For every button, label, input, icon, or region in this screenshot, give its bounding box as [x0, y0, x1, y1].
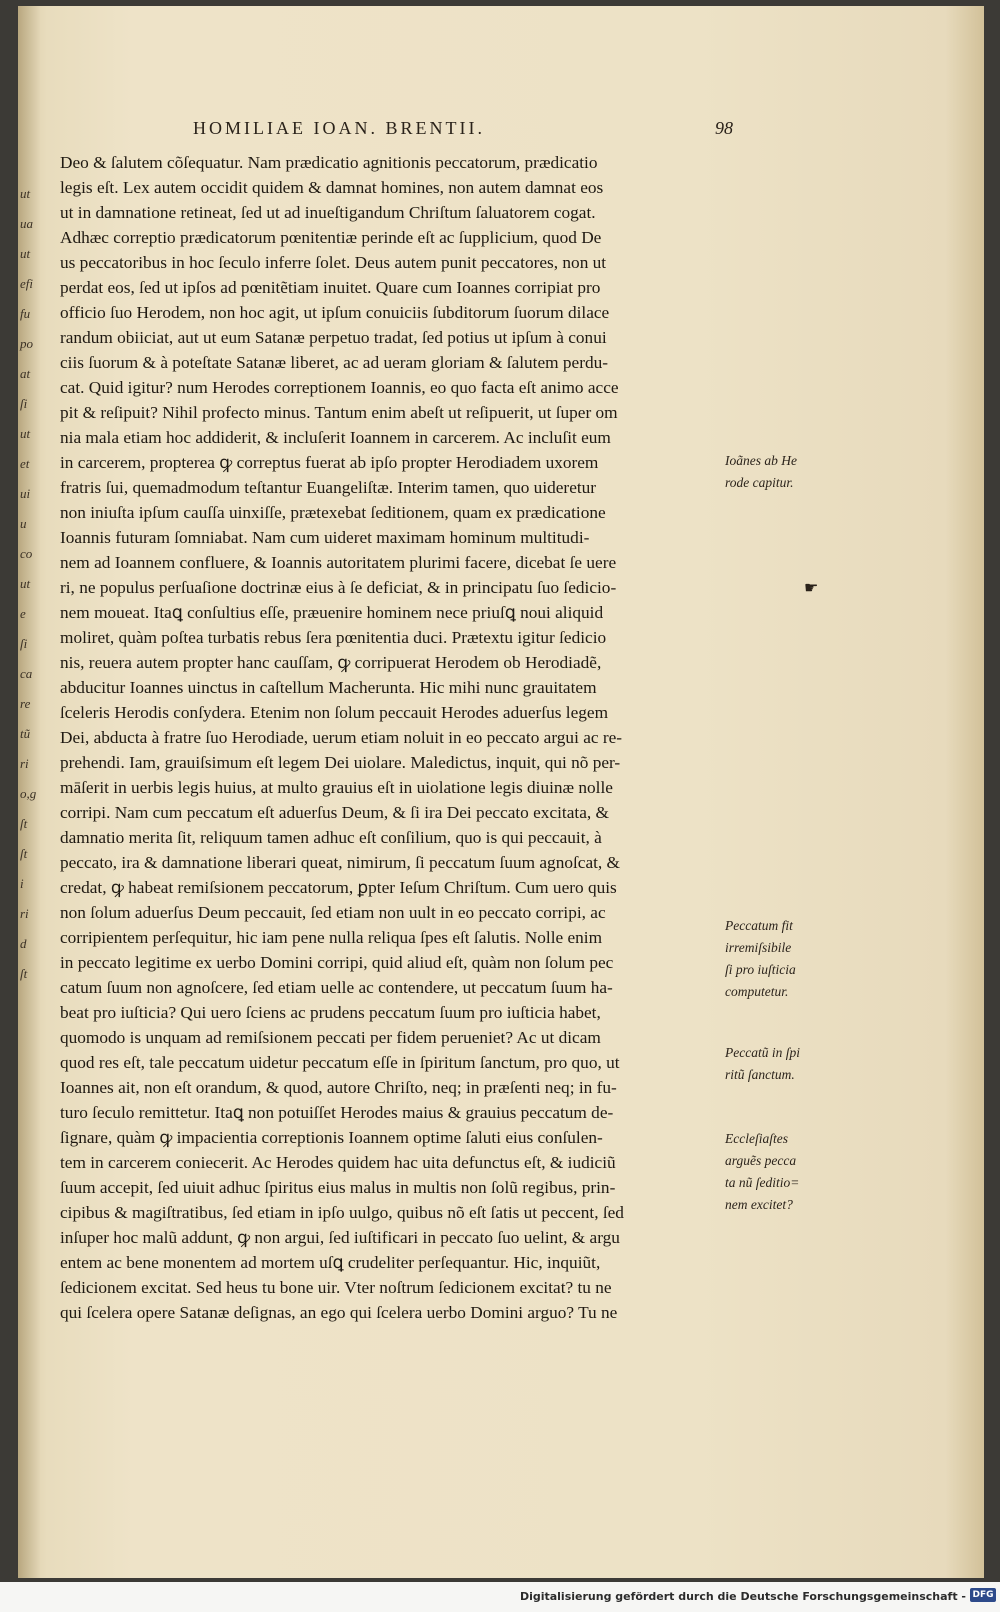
text-line: turo ſeculo remittetur. Itaꝗ non potuiſſet Herodes maius & grauius peccatum de- [60, 1103, 614, 1122]
margin-note-line: Peccatũ in ſpi [725, 1045, 800, 1060]
text-line: in carcerem, propterea ꝙ correptus fuerat ab ipſo propter Herodiadem uxorem [60, 453, 599, 472]
facing-page-fragment: ut [20, 186, 31, 201]
margin-note [725, 1042, 825, 1086]
facing-page-fragment: et [20, 456, 30, 471]
main-text-block [60, 150, 728, 1325]
text-line: Dei, abducta à fratre ſuo Herodiade, uerum etiam noluit in eo peccato argui ac re- [60, 728, 623, 747]
facing-page-fragment: efi [20, 276, 33, 291]
text-line: abducitur Ioannes uinctus in caſtellum Macherunta. Hic mihi nunc grauitatem [60, 678, 597, 697]
facing-page-fragment: ſt [20, 966, 28, 981]
margin-note-line: Eccleſiaſtes [725, 1131, 788, 1146]
facing-page-fragment: fu [20, 306, 31, 321]
facing-page-fragment: ui [20, 486, 31, 501]
facing-page-fragment: ſt [20, 816, 28, 831]
text-line: Adhæc correptio prædicatorum pœnitentiæ perinde eſt ac ſupplicium, quod De [60, 228, 602, 247]
text-line: ſuum accepit, ſed uiuit adhuc ſpiritus eius malus in multis non ſolũ regibus, prin- [60, 1178, 616, 1197]
text-line: legis eſt. Lex autem occidit quidem & damnat homines, non autem damnat eos [60, 178, 604, 197]
digitization-footer [0, 1582, 1000, 1612]
text-line: Ioannis futuram ſomniabat. Nam cum uideret maximam hominum multitudi- [60, 528, 590, 547]
margin-note [725, 915, 825, 1003]
text-line: cat. Quid igitur? num Herodes correptionem Ioannis, eo quo facta eſt animo acce [60, 378, 619, 397]
text-line: Ioannes ait, non eſt orandum, & quod, autore Chriſto, neq; in præſenti neq; in fu- [60, 1078, 617, 1097]
text-line: ſceleris Herodis conſydera. Etenim non ſolum peccauit Herodes aduerſus legem [60, 703, 609, 722]
text-line: officio ſuo Herodem, non hoc agit, ut ipſum conuiciis ſubditorum ſuorum dilace [60, 303, 610, 322]
facing-page-fragment: ua [20, 216, 33, 231]
manicule-icon: ☛ [804, 580, 819, 597]
text-line: us peccatoribus in hoc ſeculo inferre ſolet. Deus autem punit peccatores, non ut [60, 253, 607, 272]
text-line: nem ad Ioannem confluere, & Ioannis autoritatem plurimi facere, dicebat ſe uere [60, 553, 617, 572]
facing-page-fragment: ut [20, 576, 31, 591]
text-line: perdat eos, ſed ut ipſos ad pœnitẽtiam inuitet. Quare cum Ioannes corripiat pro [60, 278, 601, 297]
text-line: qui ſcelera opere Satanæ deſignas, an ego qui ſcelera uerbo Domini arguo? Tu ne [60, 1303, 618, 1322]
text-line: fratris ſui, quemadmodum teſtantur Euangeliſtæ. Interim tamen, quo uideretur [60, 478, 597, 497]
text-line: in peccato legitime ex uerbo Domini corripi, quid aliud eſt, quàm non ſolum pec [60, 953, 614, 972]
facing-page-fragment: ſi [20, 636, 28, 651]
facing-page-fragment: at [20, 366, 31, 381]
text-line: non ſolum aduerſus Deum peccauit, ſed etiam non uult in eo peccato corripi, ac [60, 903, 606, 922]
facing-page-fragment: ut [20, 426, 31, 441]
facing-page-fragment: re [20, 696, 31, 711]
margin-note-line: ſi pro iuſticia [725, 962, 796, 977]
text-line: inſuper hoc malũ addunt, ꝙ non argui, ſed iuſtificari in peccato ſuo uelint, & argu [60, 1228, 620, 1247]
text-line: nis, reuera autem propter hanc cauſſam, ꝙ corripuerat Herodem ob Herodiadẽ, [60, 653, 602, 672]
margin-note-line: computetur. [725, 984, 789, 999]
margin-note-line: nem excitet? [725, 1197, 793, 1212]
text-line: quomodo is unquam ad remiſsionem peccati per fidem perueniet? Ac ut dicam [60, 1028, 601, 1047]
running-title: HOMILIAE IOAN. BRENTII. [193, 118, 485, 138]
text-line: ciis ſuorum & à poteſtate Satanæ liberet, ac ad ueram gloriam & ſalutem perdu- [60, 353, 609, 372]
facing-page-fragment: po [20, 336, 33, 351]
facing-page-fragment: ſt [20, 846, 28, 861]
margin-note-line: rode capitur. [725, 475, 794, 490]
text-line: ſignare, quàm ꝙ impacientia correptionis Ioannem optime ſaluti eius conſulen- [60, 1128, 603, 1147]
text-line: entem ac bene monentem ad mortem uſꝗ crudeliter perſequantur. Hic, inquiũt, [60, 1253, 601, 1272]
margin-note [725, 450, 825, 494]
facing-page-fragments [18, 6, 44, 1578]
funding-notice: Digitalisierung gefördert durch die Deutsche Forschungsgemeinschaft - [519, 1590, 966, 1603]
text-line: beat pro iuſticia? Qui uero ſciens ac prudens peccatum ſuum pro iuſticia habet, [60, 1003, 601, 1022]
facing-page-fragment: co [20, 546, 33, 561]
text-line: ri, ne populus perſuaſione doctrinæ eius à ſe deficiat, & in principatu ſuo ſedicio- [60, 578, 617, 597]
margin-note-line: arguẽs pecca [725, 1153, 797, 1168]
facing-page-fragment: e [20, 606, 26, 621]
text-line: quod res eſt, tale peccatum uidetur peccatum eſſe in ſpiritum ſanctum, pro quo, ut [60, 1053, 620, 1072]
text-line: tem in carcerem coniecerit. Ac Herodes quidem hac uita defunctus eſt, & iudiciũ [60, 1153, 616, 1172]
facing-page-fragment: ca [20, 666, 33, 681]
text-line: pit & reſipuit? Nihil profecto minus. Tantum enim abeſt ut reſipuerit, ut ſuper om [60, 403, 618, 422]
facing-page-fragment: d [20, 936, 27, 951]
text-line: māſerit in uerbis legis huius, at multo grauius eſt in uiolatione legis diuinæ nolle [60, 778, 613, 797]
facing-page-fragment: tũ [20, 726, 31, 741]
text-line: moliret, quàm poſtea turbatis rebus ſera pœnitentia duci. Prætextu igitur ſedicio [60, 628, 607, 647]
facing-page-fragment: o,g [20, 786, 37, 801]
dfg-logo: DFG [970, 1588, 996, 1602]
margin-note [725, 1128, 825, 1216]
margin-note-line: irremiſsibile [725, 940, 792, 955]
facing-page-fragment: u [20, 516, 27, 531]
text-line: cipibus & magiſtratibus, ſed etiam in ipſo uulgo, quibus nõ eſt ſatis ut peccent, ſed [60, 1203, 624, 1222]
text-line: nia mala etiam hoc addiderit, & incluſerit Ioannem in carcerem. Ac incluſit eum [60, 428, 611, 447]
text-line: prehendi. Iam, grauiſsimum eſt legem Dei uiolare. Maledictus, inquit, qui nõ per- [60, 753, 621, 772]
text-line: Deo & ſalutem cõſequatur. Nam prædicatio agnitionis peccatorum, prædicatio [60, 153, 598, 172]
text-line: non iniuſta ipſum cauſſa uinxiſſe, prætexebat ſeditionem, quam ex prædicatione [60, 503, 606, 522]
text-line: nem moueat. Itaꝗ conſultius eſſe, præuenire hominem nece priuſꝗ noui aliquid [60, 603, 604, 622]
facing-page-fragment: ut [20, 246, 31, 261]
facing-page-fragment: i [20, 876, 24, 891]
facing-page-fragment: ſi [20, 396, 28, 411]
text-line: corripientem perſequitur, hic iam pene nulla reliqua ſpes eſt ſalutis. Nolle enim [60, 928, 603, 947]
text-line: catum ſuum non agnoſcere, ſed etiam uelle ac contendere, ut peccatum ſuum ha- [60, 978, 613, 997]
facing-page-fragment: ri [20, 906, 29, 921]
text-line: damnatio merita ſit, reliquum tamen adhuc eſt conſilium, quo is qui peccauit, à [60, 828, 602, 847]
margin-note-line: Ioãnes ab He [725, 453, 797, 468]
text-line: credat, ꝙ habeat remiſsionem peccatorum, ꝑpter Ieſum Chriſtum. Cum uero quis [60, 878, 617, 897]
text-line: ſedicionem excitat. Sed heus tu bone uir. Vter noſtrum ſedicionem excitat? tu ne [60, 1278, 612, 1297]
text-line: peccato, ira & damnatione liberari queat, nimirum, ſi peccatum ſuum agnoſcat, & [60, 853, 621, 872]
running-header [193, 118, 733, 146]
margin-note-line: Peccatum fit [725, 918, 793, 933]
text-line: ut in damnatione retineat, ſed ut ad inueſtigandum Chriſtum ſaluatorem cogat. [60, 203, 596, 222]
text-line: randum obiiciat, aut ut eum Satanæ perpetuo tradat, ſed potius ut ipſum à conui [60, 328, 607, 347]
margin-note-line: ta nũ ſeditio= [725, 1175, 800, 1190]
margin-note-line: ritũ ſanctum. [725, 1067, 795, 1082]
text-line: corripi. Nam cum peccatum eſt aduerſus Deum, & ſi ira Dei peccato excitata, & [60, 803, 609, 822]
folio-number: 98 [715, 118, 733, 138]
facing-page-fragment: ri [20, 756, 29, 771]
